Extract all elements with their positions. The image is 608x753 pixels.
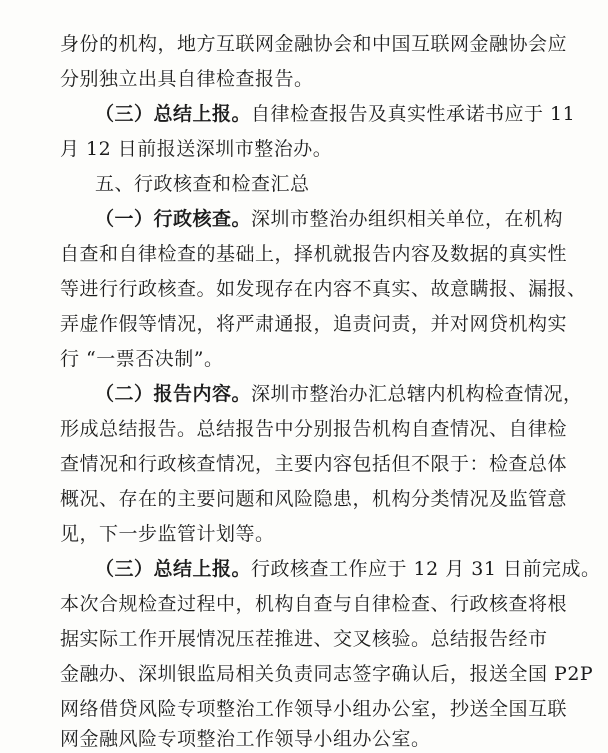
text-span: 深圳市整治办汇总辖内机构检查情况， (251, 383, 583, 405)
text-line: 据实际工作开展情况压茬推进、交叉核验。总结报告经市 (60, 628, 548, 650)
paragraph-line (95, 207, 563, 231)
text-line: 分别独立出具自律检查报告。 (60, 68, 314, 90)
text-line: 概况、存在的主要问题和风险隐患，机构分类情况及监管意 (60, 488, 568, 510)
text-span: 行政核查工作应于 12 月 31 日前完成。 (251, 558, 601, 580)
section-title: （三）总结上报。 (95, 558, 252, 580)
paragraph-line (95, 382, 583, 406)
text-line: 见，下一步监管计划等。 (60, 523, 275, 545)
text-span: 深圳市整治办组织相关单位，在机构 (251, 208, 564, 230)
section-title: （二）报告内容。 (95, 383, 252, 405)
text-line: 月 12 日前报送深圳市整治办。 (60, 138, 333, 160)
paragraph-line (95, 102, 575, 126)
text-line: 自查和自律检查的基础上，择机就报告内容及数据的真实性 (60, 243, 568, 265)
section-title: （三）总结上报。 (95, 103, 252, 125)
text-line: 身份的机构，地方互联网金融协会和中国互联网金融协会应 (60, 33, 568, 55)
text-line: 行 “一票否决制”。 (60, 348, 224, 370)
text-line: 查情况和行政核查情况，主要内容包括但不限于：检查总体 (60, 453, 568, 475)
section-title: （一）行政核查。 (95, 208, 252, 230)
text-span: 自律检查报告及真实性承诺书应于 11 (251, 103, 576, 125)
text-line: 弄虚作假等情况，将严肃通报，追责问责，并对网贷机构实 (60, 313, 568, 335)
text-line: 金融办、深圳银监局相关负责同志签字确认后，报送全国 P2P (60, 663, 594, 685)
paragraph-line (95, 557, 601, 581)
text-line: 网络借贷风险专项整治工作领导小组办公室，抄送全国互联 (60, 698, 568, 720)
text-line: 网金融风险专项整治工作领导小组办公室。 (60, 728, 431, 750)
text-line: 形成总结报告。总结报告中分别报告机构自查情况、自律检 (60, 418, 568, 440)
text-line: 本次合规检查过程中，机构自查与自律检查、行政核查将根 (60, 593, 568, 615)
text-line: 等进行行政核查。如发现存在内容不真实、故意瞒报、漏报、 (60, 278, 587, 300)
section-heading: 五、行政核查和检查汇总 (95, 173, 310, 195)
